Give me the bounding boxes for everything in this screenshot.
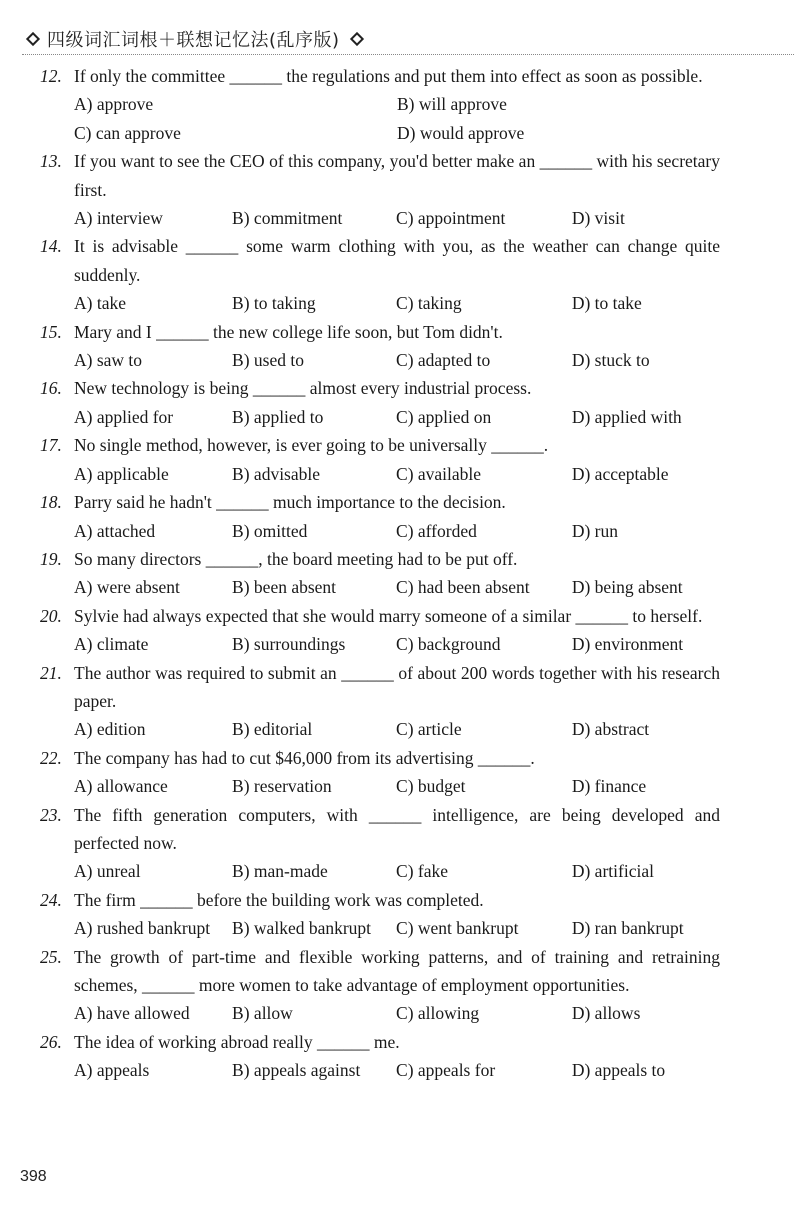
answer-option: C) applied on bbox=[396, 406, 492, 427]
question-number: 15. bbox=[40, 321, 62, 342]
answer-option: B) been absent bbox=[232, 577, 337, 598]
question-number: 26. bbox=[40, 1031, 62, 1052]
answer-option: C) afforded bbox=[396, 520, 477, 541]
option-row bbox=[40, 289, 720, 317]
question-item bbox=[40, 602, 720, 659]
question-item bbox=[40, 431, 720, 488]
answer-option: A) applied for bbox=[74, 406, 174, 427]
answer-option: D) being absent bbox=[571, 577, 683, 598]
answer-option: A) climate bbox=[74, 634, 149, 655]
diamond-icon bbox=[349, 32, 363, 46]
answer-option: B) advisable bbox=[232, 463, 321, 484]
answer-option: A) take bbox=[74, 293, 126, 314]
question-item bbox=[40, 1028, 720, 1085]
question-stem: So many directors ______, the board meeting had to be put off. bbox=[74, 548, 518, 569]
answer-option: C) fake bbox=[396, 861, 449, 882]
answer-option: B) to taking bbox=[232, 293, 316, 314]
question-number: 12. bbox=[40, 66, 62, 86]
answer-option: D) applied with bbox=[571, 406, 682, 427]
question-number: 22. bbox=[40, 747, 62, 768]
answer-option: C) background bbox=[396, 634, 501, 655]
page-number: 398 bbox=[20, 1168, 47, 1185]
answer-option: B) used to bbox=[232, 350, 304, 371]
answer-option: C) article bbox=[396, 719, 462, 740]
answer-option: A) allowance bbox=[74, 776, 168, 797]
question-item bbox=[40, 943, 720, 1028]
answer-option: C) adapted to bbox=[396, 350, 491, 371]
option-row bbox=[40, 460, 720, 488]
answer-option: D) appeals to bbox=[571, 1060, 666, 1081]
answer-option: A) appeals bbox=[74, 1060, 150, 1081]
question-stem: The author was required to submit an ______ of about 200 words together with his research paper. bbox=[74, 662, 720, 711]
diamond-icon bbox=[26, 32, 40, 46]
answer-option: C) went bankrupt bbox=[396, 918, 519, 939]
question-item bbox=[40, 488, 720, 545]
answer-option: D) environment bbox=[571, 634, 684, 655]
question-stem: New technology is being ______ almost every industrial process. bbox=[74, 378, 532, 399]
question-stem: It is advisable ______ some warm clothing with you, as the weather can change quite suddenly. bbox=[74, 236, 720, 285]
answer-option: A) saw to bbox=[74, 350, 143, 371]
option-row bbox=[40, 857, 720, 885]
answer-option: D) would approve bbox=[397, 122, 525, 143]
answer-option: D) to take bbox=[571, 293, 642, 314]
question-item bbox=[40, 147, 720, 232]
question-stem: No single method, however, is ever going to be universally ______. bbox=[74, 435, 549, 456]
question-item bbox=[40, 545, 720, 602]
question-stem: Parry said he hadn't ______ much importance to the decision. bbox=[74, 492, 506, 513]
answer-option: D) ran bankrupt bbox=[571, 918, 684, 939]
answer-option: D) stuck to bbox=[571, 350, 650, 371]
option-row bbox=[40, 772, 720, 800]
answer-option: C) can approve bbox=[74, 122, 181, 143]
question-number: 20. bbox=[40, 605, 62, 626]
question-item bbox=[40, 801, 720, 886]
answer-option: B) omitted bbox=[232, 520, 308, 541]
answer-option: B) applied to bbox=[232, 406, 324, 427]
option-row bbox=[40, 346, 720, 374]
question-item bbox=[40, 886, 720, 943]
answer-option: A) edition bbox=[74, 719, 146, 740]
answer-option: D) run bbox=[571, 520, 619, 541]
question-number: 18. bbox=[40, 492, 62, 513]
answer-option: D) allows bbox=[571, 1003, 641, 1024]
answer-option: C) appeals for bbox=[396, 1060, 496, 1081]
answer-option: C) available bbox=[396, 463, 482, 484]
option-row bbox=[40, 90, 720, 147]
answer-option: C) taking bbox=[396, 293, 462, 314]
answer-option: A) were absent bbox=[74, 577, 180, 598]
answer-option: A) unreal bbox=[74, 861, 141, 882]
question-stem: Mary and I ______ the new college life soon, but Tom didn't. bbox=[74, 321, 503, 342]
option-row bbox=[40, 999, 720, 1027]
question-number: 13. bbox=[40, 151, 62, 172]
question-item bbox=[40, 659, 720, 744]
option-row bbox=[40, 914, 720, 942]
question-number: 24. bbox=[40, 889, 62, 910]
question-number: 14. bbox=[40, 236, 62, 257]
question-item bbox=[40, 374, 720, 431]
question-number: 17. bbox=[40, 435, 62, 456]
question-item bbox=[40, 62, 720, 147]
header-title: 四级词汇词根＋联想记忆法(乱序版) bbox=[47, 30, 340, 51]
option-row bbox=[40, 630, 720, 658]
answer-option: B) allow bbox=[232, 1003, 293, 1024]
answer-option: B) commitment bbox=[232, 208, 343, 229]
question-stem: The idea of working abroad really ______ me. bbox=[74, 1031, 400, 1052]
question-number: 19. bbox=[40, 548, 62, 569]
question-number: 25. bbox=[40, 946, 62, 967]
question-item bbox=[40, 744, 720, 801]
answer-option: D) acceptable bbox=[571, 463, 669, 484]
question-list bbox=[40, 62, 720, 1085]
question-item bbox=[40, 232, 720, 317]
option-row bbox=[40, 403, 720, 431]
answer-option: C) allowing bbox=[396, 1003, 480, 1024]
answer-option: B) man-made bbox=[232, 861, 328, 882]
answer-option: C) budget bbox=[396, 776, 466, 797]
answer-option: D) visit bbox=[571, 208, 625, 229]
answer-option: B) surroundings bbox=[232, 634, 346, 655]
answer-option: D) abstract bbox=[571, 719, 650, 740]
question-number: 23. bbox=[40, 804, 62, 825]
option-row bbox=[40, 517, 720, 545]
question-stem: The fifth generation computers, with ______ intelligence, are being developed and perfected now. bbox=[74, 804, 720, 853]
answer-option: A) approve bbox=[74, 94, 154, 115]
answer-option: A) have allowed bbox=[74, 1003, 190, 1024]
answer-option: D) artificial bbox=[571, 861, 654, 882]
question-stem: Sylvie had always expected that she would marry someone of a similar ______ to herself. bbox=[74, 605, 703, 626]
answer-option: A) rushed bankrupt bbox=[74, 918, 211, 939]
question-stem: The firm ______ before the building work was completed. bbox=[74, 889, 484, 910]
answer-option: C) appointment bbox=[396, 208, 506, 229]
question-number: 21. bbox=[40, 662, 62, 683]
option-row bbox=[40, 1056, 720, 1084]
question-stem: The company has had to cut $46,000 from its advertising ______. bbox=[74, 747, 535, 768]
question-stem: If only the committee ______ the regulations and put them into effect as soon as possible. bbox=[74, 66, 703, 86]
option-row bbox=[40, 204, 720, 232]
answer-option: B) editorial bbox=[232, 719, 313, 740]
question-number: 16. bbox=[40, 378, 62, 399]
answer-option: A) attached bbox=[74, 520, 156, 541]
option-row bbox=[40, 715, 720, 743]
header-rule bbox=[22, 54, 794, 55]
question-item bbox=[40, 318, 720, 375]
answer-option: B) appeals against bbox=[232, 1060, 361, 1081]
answer-option: B) walked bankrupt bbox=[232, 918, 372, 939]
answer-option: D) finance bbox=[571, 776, 647, 797]
answer-option: C) had been absent bbox=[396, 577, 530, 598]
answer-option: A) applicable bbox=[74, 463, 169, 484]
answer-option: A) interview bbox=[74, 208, 163, 229]
running-header bbox=[22, 24, 792, 54]
answer-option: B) reservation bbox=[232, 776, 332, 797]
question-stem: If you want to see the CEO of this company, you'd better make an ______ with his secretary first. bbox=[74, 151, 720, 200]
option-row bbox=[40, 573, 720, 601]
answer-option: B) will approve bbox=[397, 94, 507, 115]
question-stem: The growth of part-time and flexible working patterns, and of training and retraining schemes, ______ more women to take advantage of employment opportunities. bbox=[74, 946, 720, 995]
